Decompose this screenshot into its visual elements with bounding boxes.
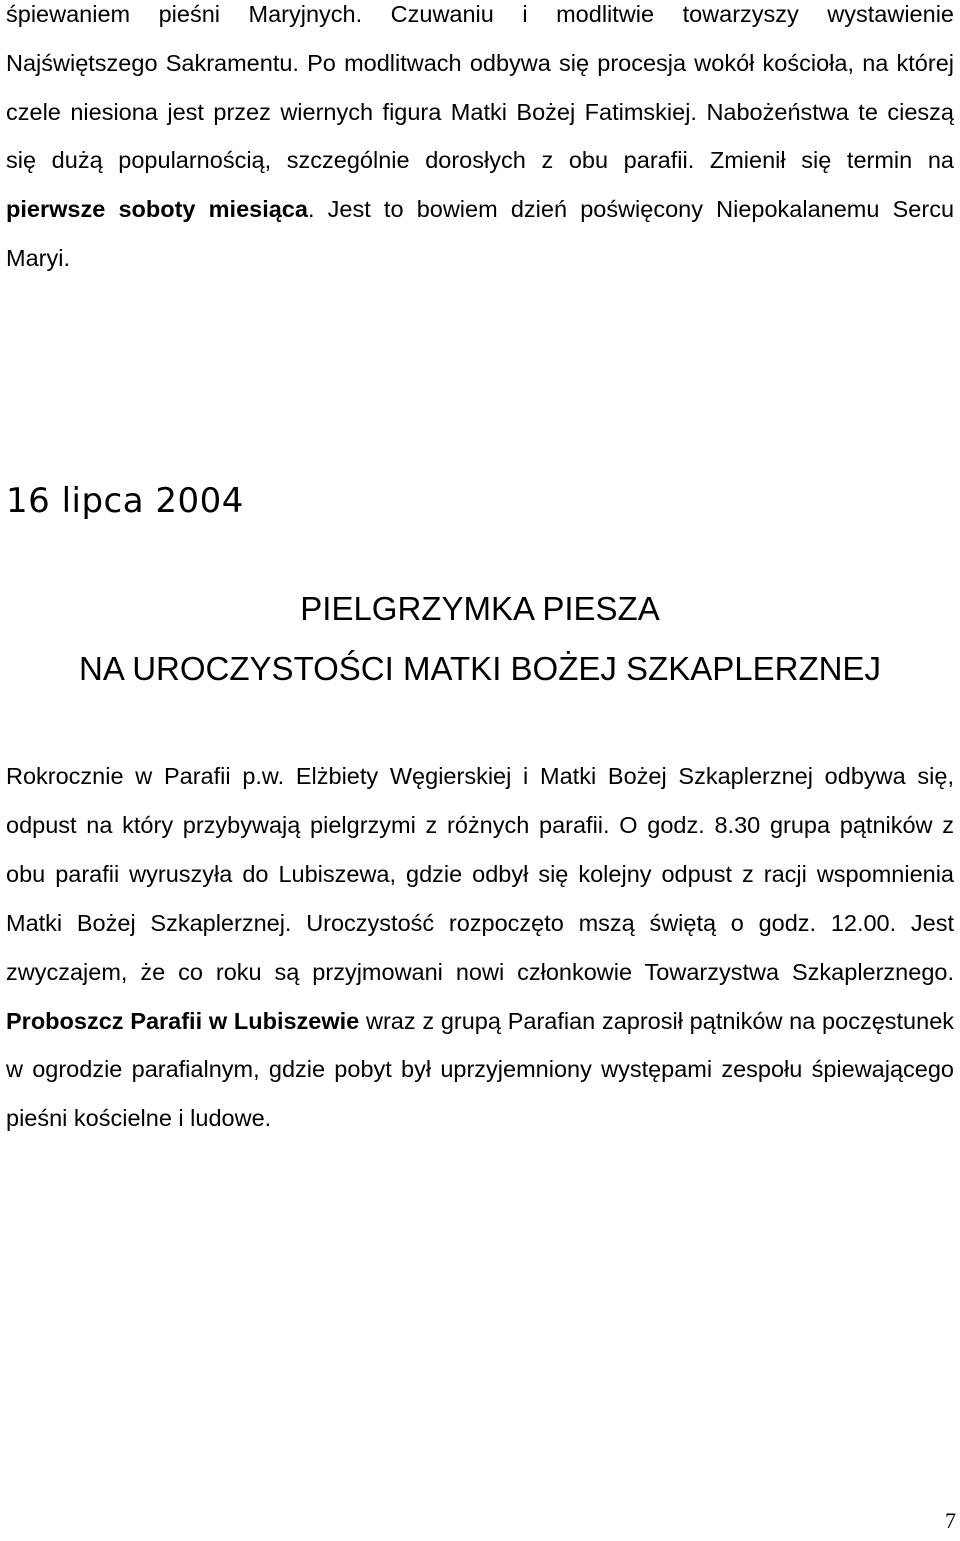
pilgrimage-paragraph [6, 752, 954, 1143]
pilgrimage-paragraph-text-2: wraz z grupą Parafian zaprosił pątników na poczęstunek w ogrodzie parafialnym, gdzie pobyt był uprzyjemniony występami zespołu śpiewającego pieśni kościelne i ludowe. [6, 1007, 955, 1132]
date-heading: 16 lipca 2004 [6, 481, 244, 521]
pilgrimage-paragraph-text-1: Rokrocznie w Parafii p.w. Elżbiety Węgierskiej i Matki Bożej Szkaplerznej odbywa się, odpust na który przybywają pielgrzymi z różnych parafii. O godz. 8.30 grupa pątników z obu parafii wyruszyła do Lubiszewa, gdzie odbył się kolejny odpust z racji wspomnienia Matki Bożej Szkaplerznej. Uroczystość rozpoczęto mszą świętą o godz. 12.00. Jest zwyczajem, że co roku są przyjmowani nowi członkowie Towarzystwa Szkaplerznego. [6, 763, 954, 985]
intro-paragraph [6, 0, 954, 283]
page-number: 7 [945, 1508, 956, 1533]
pilgrimage-paragraph-bold-text: Proboszcz Parafii w Lubiszewie [6, 1007, 360, 1034]
intro-paragraph-text-2: . Jest to bowiem dzień poświęcony Niepokalanemu Sercu Maryi. [6, 196, 955, 271]
section-title-line-2: NA UROCZYSTOŚCI MATKI BOŻEJ SZKAPLERZNEJ [79, 650, 881, 687]
section-title-line-1: PIELGRZYMKA PIESZA [300, 590, 660, 627]
intro-paragraph-bold-text: pierwsze soboty miesiąca [6, 196, 308, 223]
intro-paragraph-text-1: śpiewaniem pieśni Maryjnych. Czuwaniu i modlitwie towarzyszy wystawienie Najświętszego Sakramentu. Po modlitwach odbywa się procesja wokół kościoła, na której czele niesiona jest przez wiernych figura Matki Bożej Fatimskiej. Nabożeństwa te cieszą się dużą popularnością, szczególnie dorosłych z obu parafii. Zmienił się termin na [6, 1, 954, 174]
